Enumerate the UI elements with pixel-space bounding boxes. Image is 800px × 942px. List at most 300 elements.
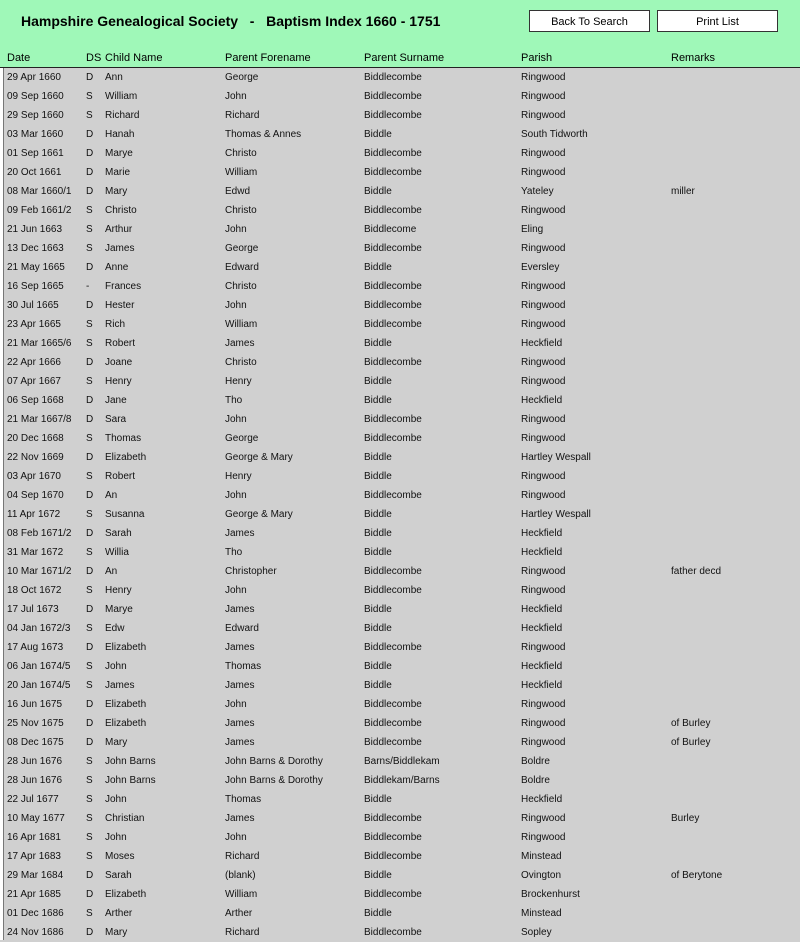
parish-cell: Yateley	[521, 186, 554, 197]
date-cell: 17 Jul 1673	[7, 604, 59, 615]
parish-cell: Eling	[521, 224, 544, 235]
ds-cell: D	[86, 452, 94, 463]
parent-forename-cell: Christopher	[225, 566, 277, 577]
parish-cell: Ringwood	[521, 72, 566, 83]
table-row	[0, 429, 800, 448]
parish-cell: Ringwood	[521, 642, 566, 653]
date-cell: 17 Apr 1683	[7, 851, 61, 862]
ds-cell: D	[86, 395, 94, 406]
table-row	[0, 847, 800, 866]
remarks-cell: father decd	[671, 566, 722, 577]
date-cell: 03 Apr 1670	[7, 471, 61, 482]
date-cell: 25 Nov 1675	[7, 718, 64, 729]
date-cell: 08 Mar 1660/1	[7, 186, 72, 197]
remarks-cell: of Burley	[671, 737, 711, 748]
table-row	[0, 68, 800, 87]
parent-forename-cell: John	[225, 414, 247, 425]
ds-cell: S	[86, 623, 93, 634]
child-name-cell: Joane	[105, 357, 133, 368]
parent-forename-cell: William	[225, 889, 258, 900]
ds-cell: D	[86, 642, 94, 653]
parent-surname-cell: Biddle	[364, 661, 392, 672]
date-cell: 22 Jul 1677	[7, 794, 59, 805]
parent-surname-cell: Biddlecombe	[364, 433, 422, 444]
parent-forename-cell: John Barns & Dorothy	[225, 775, 323, 786]
parent-forename-cell: James	[225, 528, 255, 539]
parent-surname-cell: Biddlecombe	[364, 110, 422, 121]
child-name-cell: William	[105, 91, 138, 102]
parent-forename-cell: Christo	[225, 281, 257, 292]
child-name-cell: Arther	[105, 908, 133, 919]
parent-forename-cell: Richard	[225, 110, 260, 121]
ds-cell: S	[86, 471, 93, 482]
child-name-cell: John	[105, 832, 127, 843]
child-name-cell: Elizabeth	[105, 452, 147, 463]
table-row	[0, 828, 800, 847]
parish-cell: Hartley Wespall	[521, 452, 591, 463]
child-name-cell: Elizabeth	[105, 889, 147, 900]
ds-cell: S	[86, 110, 93, 121]
date-cell: 24 Nov 1686	[7, 927, 64, 938]
parent-surname-cell: Biddle	[364, 623, 392, 634]
ds-cell: S	[86, 547, 93, 558]
table-row	[0, 524, 800, 543]
parish-cell: Ringwood	[521, 737, 566, 748]
ds-cell: D	[86, 699, 94, 710]
parent-surname-cell: Biddlecombe	[364, 813, 422, 824]
parish-cell: Brockenhurst	[521, 889, 580, 900]
parent-forename-cell: John	[225, 224, 247, 235]
parent-forename-cell: James	[225, 718, 255, 729]
date-cell: 28 Jun 1676	[7, 775, 63, 786]
ds-cell: S	[86, 794, 93, 805]
column-header-date: Date	[7, 52, 31, 64]
table-row	[0, 695, 800, 714]
parent-forename-cell: John	[225, 490, 247, 501]
parish-cell: Minstead	[521, 908, 562, 919]
parent-surname-cell: Biddlecombe	[364, 699, 422, 710]
date-cell: 08 Feb 1671/2	[7, 528, 72, 539]
parish-cell: Ringwood	[521, 376, 566, 387]
table-row	[0, 866, 800, 885]
ds-cell: S	[86, 205, 93, 216]
parent-surname-cell: Biddlecombe	[364, 281, 422, 292]
parent-forename-cell: Edward	[225, 623, 259, 634]
parish-cell: Ringwood	[521, 718, 566, 729]
ds-cell: D	[86, 870, 94, 881]
table-row	[0, 676, 800, 695]
ds-cell: S	[86, 243, 93, 254]
parish-cell: Heckfield	[521, 680, 563, 691]
parent-surname-cell: Biddlecombe	[364, 566, 422, 577]
table-row	[0, 125, 800, 144]
parent-surname-cell: Biddlecombe	[364, 851, 422, 862]
remarks-cell: Burley	[671, 813, 700, 824]
table-row	[0, 733, 800, 752]
date-cell: 28 Jun 1676	[7, 756, 63, 767]
parent-surname-cell: Biddlecombe	[364, 205, 422, 216]
table-row	[0, 771, 800, 790]
ds-cell: S	[86, 908, 93, 919]
parent-forename-cell: Christo	[225, 205, 257, 216]
child-name-cell: Jane	[105, 395, 127, 406]
table-row	[0, 809, 800, 828]
parish-cell: Minstead	[521, 851, 562, 862]
parish-cell: Ringwood	[521, 243, 566, 254]
child-name-cell: Susanna	[105, 509, 145, 520]
date-cell: 04 Jan 1672/3	[7, 623, 71, 634]
table-row	[0, 353, 800, 372]
parish-cell: Ovington	[521, 870, 562, 881]
child-name-cell: John	[105, 661, 127, 672]
table-row	[0, 638, 800, 657]
parent-surname-cell: Biddlecombe	[364, 490, 422, 501]
child-name-cell: An	[105, 566, 118, 577]
parish-cell: Heckfield	[521, 661, 563, 672]
parent-surname-cell: Biddlecombe	[364, 927, 422, 938]
date-cell: 21 Mar 1667/8	[7, 414, 72, 425]
parent-forename-cell: John	[225, 832, 247, 843]
table-row	[0, 505, 800, 524]
table-row	[0, 258, 800, 277]
date-cell: 16 Apr 1681	[7, 832, 61, 843]
parent-forename-cell: Thomas	[225, 794, 262, 805]
child-name-cell: Marye	[105, 148, 133, 159]
ds-cell: S	[86, 851, 93, 862]
child-name-cell: Marie	[105, 167, 131, 178]
date-cell: 29 Apr 1660	[7, 72, 61, 83]
remarks-cell: of Burley	[671, 718, 711, 729]
child-name-cell: Mary	[105, 737, 128, 748]
parent-surname-cell: Biddlecombe	[364, 319, 422, 330]
parish-cell: Ringwood	[521, 167, 566, 178]
header-bar	[0, 0, 800, 68]
child-name-cell: Frances	[105, 281, 142, 292]
date-cell: 16 Jun 1675	[7, 699, 63, 710]
parent-surname-cell: Biddle	[364, 794, 392, 805]
parent-forename-cell: Richard	[225, 851, 260, 862]
child-name-cell: Christian	[105, 813, 145, 824]
ds-cell: S	[86, 661, 93, 672]
parent-surname-cell: Biddlecombe	[364, 832, 422, 843]
parent-forename-cell: John	[225, 91, 247, 102]
child-name-cell: Mary	[105, 186, 128, 197]
parish-cell: Ringwood	[521, 205, 566, 216]
date-cell: 29 Mar 1684	[7, 870, 64, 881]
parent-forename-cell: John Barns & Dorothy	[225, 756, 323, 767]
parish-cell: Hartley Wespall	[521, 509, 591, 520]
parent-forename-cell: Henry	[225, 376, 252, 387]
date-cell: 23 Apr 1665	[7, 319, 61, 330]
parish-cell: Ringwood	[521, 585, 566, 596]
parent-forename-cell: Edwd	[225, 186, 251, 197]
back-to-search-button[interactable]: Back To Search	[529, 10, 650, 32]
date-cell: 17 Aug 1673	[7, 642, 64, 653]
ds-cell: S	[86, 509, 93, 520]
table-row	[0, 657, 800, 676]
date-cell: 30 Jul 1665	[7, 300, 59, 311]
parent-forename-cell: Arther	[225, 908, 253, 919]
parent-surname-cell: Biddle	[364, 262, 392, 273]
parent-forename-cell: Tho	[225, 547, 243, 558]
parish-cell: Heckfield	[521, 547, 563, 558]
parish-cell: Ringwood	[521, 490, 566, 501]
parent-forename-cell: James	[225, 813, 255, 824]
parish-cell: Ringwood	[521, 110, 566, 121]
table-row	[0, 87, 800, 106]
table-row	[0, 391, 800, 410]
table-row	[0, 752, 800, 771]
date-cell: 01 Dec 1686	[7, 908, 64, 919]
table-row	[0, 372, 800, 391]
child-name-cell: Sarah	[105, 870, 132, 881]
parish-cell: Ringwood	[521, 832, 566, 843]
parish-cell: Ringwood	[521, 433, 566, 444]
parent-forename-cell: James	[225, 338, 255, 349]
date-cell: 06 Jan 1674/5	[7, 661, 71, 672]
parent-surname-cell: Biddle	[364, 547, 392, 558]
child-name-cell: Robert	[105, 471, 136, 482]
table-row	[0, 885, 800, 904]
child-name-cell: James	[105, 680, 135, 691]
table-row	[0, 410, 800, 429]
ds-cell: S	[86, 224, 93, 235]
date-cell: 01 Sep 1661	[7, 148, 64, 159]
date-cell: 20 Dec 1668	[7, 433, 64, 444]
column-header-parent-surname: Parent Surname	[364, 52, 445, 64]
date-cell: 11 Apr 1672	[7, 509, 61, 520]
parish-cell: Ringwood	[521, 813, 566, 824]
parish-cell: Heckfield	[521, 528, 563, 539]
ds-cell: D	[86, 889, 94, 900]
date-cell: 31 Mar 1672	[7, 547, 64, 558]
child-name-cell: Hanah	[105, 129, 135, 140]
ds-cell: S	[86, 756, 93, 767]
parent-surname-cell: Biddle	[364, 908, 392, 919]
parent-surname-cell: Biddle	[364, 870, 392, 881]
date-cell: 08 Dec 1675	[7, 737, 64, 748]
ds-cell: S	[86, 832, 93, 843]
parent-forename-cell: William	[225, 319, 258, 330]
child-name-cell: Anne	[105, 262, 129, 273]
parish-cell: Heckfield	[521, 604, 563, 615]
parent-forename-cell: James	[225, 642, 255, 653]
parish-cell: Heckfield	[521, 794, 563, 805]
date-cell: 18 Oct 1672	[7, 585, 62, 596]
date-cell: 21 Mar 1665/6	[7, 338, 72, 349]
column-header-parent-forename: Parent Forename	[225, 52, 311, 64]
child-name-cell: Marye	[105, 604, 133, 615]
parent-surname-cell: Biddle	[364, 471, 392, 482]
column-header-child-name: Child Name	[105, 52, 163, 64]
parent-surname-cell: Biddle	[364, 452, 392, 463]
ds-cell: S	[86, 813, 93, 824]
ds-cell: S	[86, 680, 93, 691]
date-cell: 21 May 1665	[7, 262, 65, 273]
parent-forename-cell: James	[225, 737, 255, 748]
parish-cell: South Tidworth	[521, 129, 588, 140]
ds-cell: D	[86, 148, 94, 159]
date-cell: 29 Sep 1660	[7, 110, 64, 121]
parent-surname-cell: Biddlecome	[364, 224, 417, 235]
ds-cell: D	[86, 357, 94, 368]
table-row	[0, 581, 800, 600]
parent-surname-cell: Biddlecombe	[364, 414, 422, 425]
child-name-cell: John Barns	[105, 756, 156, 767]
child-name-cell: John Barns	[105, 775, 156, 786]
table-row	[0, 790, 800, 809]
date-cell: 06 Sep 1668	[7, 395, 64, 406]
parent-forename-cell: James	[225, 604, 255, 615]
parent-forename-cell: Tho	[225, 395, 243, 406]
ds-cell: S	[86, 376, 93, 387]
parent-forename-cell: Henry	[225, 471, 252, 482]
ds-cell: S	[86, 319, 93, 330]
date-cell: 04 Sep 1670	[7, 490, 64, 501]
parent-surname-cell: Biddle	[364, 338, 392, 349]
parent-surname-cell: Biddlecombe	[364, 718, 422, 729]
date-cell: 16 Sep 1665	[7, 281, 64, 292]
parish-cell: Sopley	[521, 927, 552, 938]
parent-surname-cell: Biddle	[364, 395, 392, 406]
child-name-cell: Richard	[105, 110, 140, 121]
parent-forename-cell: George	[225, 433, 259, 444]
parent-surname-cell: Biddlecombe	[364, 737, 422, 748]
table-row	[0, 543, 800, 562]
child-name-cell: Moses	[105, 851, 135, 862]
page-title: Hampshire Genealogical Society - Baptism Index 1660 - 1751	[21, 13, 441, 29]
parent-forename-cell: (blank)	[225, 870, 256, 881]
table-row	[0, 467, 800, 486]
column-header-remarks: Remarks	[671, 52, 716, 64]
parent-surname-cell: Biddle	[364, 509, 392, 520]
table-row	[0, 334, 800, 353]
parish-cell: Ringwood	[521, 319, 566, 330]
parish-cell: Ringwood	[521, 300, 566, 311]
parish-cell: Ringwood	[521, 566, 566, 577]
parent-forename-cell: George	[225, 72, 259, 83]
child-name-cell: Robert	[105, 338, 136, 349]
parent-forename-cell: Thomas	[225, 661, 262, 672]
parish-cell: Ringwood	[521, 699, 566, 710]
child-name-cell: Henry	[105, 585, 132, 596]
date-cell: 22 Nov 1669	[7, 452, 64, 463]
date-cell: 10 Mar 1671/2	[7, 566, 72, 577]
print-list-button[interactable]: Print List	[657, 10, 778, 32]
parent-forename-cell: Richard	[225, 927, 260, 938]
child-name-cell: Sarah	[105, 528, 132, 539]
ds-cell: D	[86, 186, 94, 197]
parent-forename-cell: James	[225, 680, 255, 691]
ds-cell: D	[86, 718, 94, 729]
child-name-cell: Hester	[105, 300, 135, 311]
ds-cell: S	[86, 585, 93, 596]
ds-cell: S	[86, 91, 93, 102]
ds-cell: D	[86, 167, 94, 178]
parent-surname-cell: Barns/Biddlekam	[364, 756, 440, 767]
parent-surname-cell: Biddlecombe	[364, 300, 422, 311]
parish-cell: Ringwood	[521, 148, 566, 159]
ds-cell: -	[86, 281, 90, 292]
parent-forename-cell: George	[225, 243, 259, 254]
table-row	[0, 315, 800, 334]
parent-forename-cell: George & Mary	[225, 452, 293, 463]
table-row	[0, 486, 800, 505]
table-row	[0, 182, 800, 201]
table-row	[0, 562, 800, 581]
table-row	[0, 277, 800, 296]
child-name-cell: Sara	[105, 414, 127, 425]
parent-surname-cell: Biddlekam/Barns	[364, 775, 440, 786]
table-row	[0, 239, 800, 258]
child-name-cell: John	[105, 794, 127, 805]
parish-cell: Boldre	[521, 756, 550, 767]
parent-forename-cell: John	[225, 300, 247, 311]
parish-cell: Ringwood	[521, 91, 566, 102]
child-name-cell: Elizabeth	[105, 642, 147, 653]
parent-surname-cell: Biddlecombe	[364, 148, 422, 159]
date-cell: 22 Apr 1666	[7, 357, 61, 368]
parent-forename-cell: John	[225, 699, 247, 710]
ds-cell: D	[86, 927, 94, 938]
ds-cell: D	[86, 490, 94, 501]
child-name-cell: Thomas	[105, 433, 142, 444]
ds-cell: D	[86, 737, 94, 748]
parent-surname-cell: Biddlecombe	[364, 167, 422, 178]
date-cell: 09 Sep 1660	[7, 91, 64, 102]
parish-cell: Ringwood	[521, 281, 566, 292]
parent-surname-cell: Biddle	[364, 680, 392, 691]
child-name-cell: Willia	[105, 547, 129, 558]
date-cell: 20 Oct 1661	[7, 167, 62, 178]
parent-surname-cell: Biddlecombe	[364, 72, 422, 83]
child-name-cell: Ann	[105, 72, 123, 83]
parish-cell: Heckfield	[521, 338, 563, 349]
ds-cell: S	[86, 775, 93, 786]
ds-cell: D	[86, 72, 94, 83]
parish-cell: Ringwood	[521, 471, 566, 482]
child-name-cell: Elizabeth	[105, 718, 147, 729]
date-cell: 09 Feb 1661/2	[7, 205, 72, 216]
parish-cell: Ringwood	[521, 357, 566, 368]
parent-forename-cell: William	[225, 167, 258, 178]
table-row	[0, 220, 800, 239]
child-name-cell: Elizabeth	[105, 699, 147, 710]
table-row	[0, 163, 800, 182]
parent-forename-cell: Christo	[225, 357, 257, 368]
child-name-cell: James	[105, 243, 135, 254]
table-row	[0, 923, 800, 942]
table-row	[0, 448, 800, 467]
parish-cell: Eversley	[521, 262, 560, 273]
ds-cell: S	[86, 338, 93, 349]
parent-forename-cell: John	[225, 585, 247, 596]
parent-surname-cell: Biddlecombe	[364, 642, 422, 653]
child-name-cell: Christo	[105, 205, 137, 216]
parish-cell: Heckfield	[521, 395, 563, 406]
table-row	[0, 904, 800, 923]
parent-surname-cell: Biddlecombe	[364, 585, 422, 596]
table-row	[0, 144, 800, 163]
date-cell: 10 May 1677	[7, 813, 65, 824]
parent-surname-cell: Biddle	[364, 528, 392, 539]
parent-forename-cell: Christo	[225, 148, 257, 159]
parent-surname-cell: Biddlecombe	[364, 91, 422, 102]
ds-cell: S	[86, 433, 93, 444]
parish-cell: Ringwood	[521, 414, 566, 425]
baptism-records-list	[0, 68, 800, 942]
child-name-cell: Mary	[105, 927, 128, 938]
